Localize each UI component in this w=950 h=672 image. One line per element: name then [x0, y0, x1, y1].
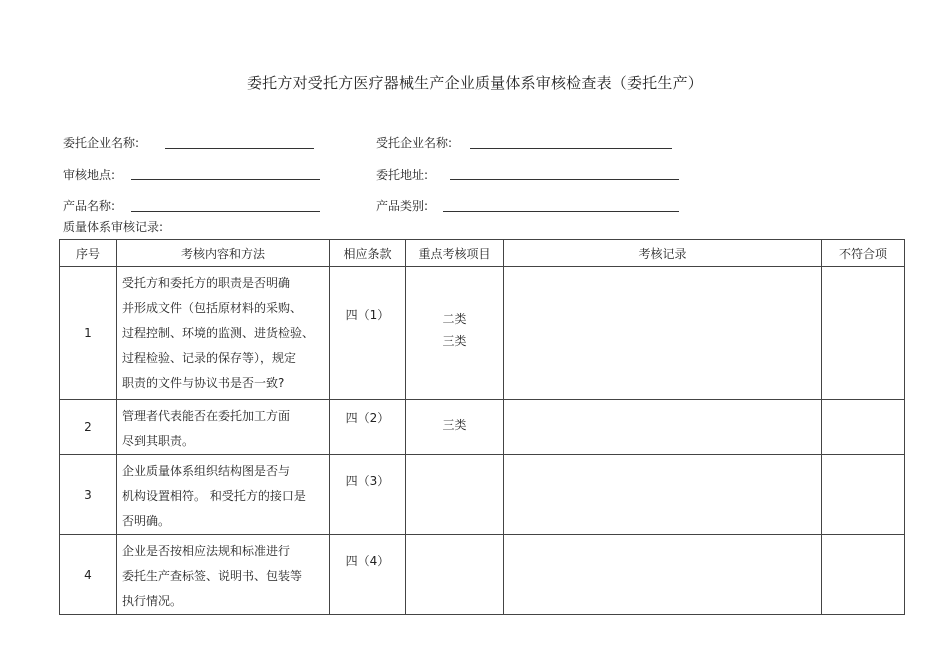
- row-content: [117, 400, 330, 455]
- content-line: 机构设置相符。 和受托方的接口是: [122, 489, 306, 503]
- content-line: 过程检验、记录的保存等），规定: [122, 351, 297, 365]
- row-key-items: [406, 400, 504, 455]
- client-address-label: 委托地址:: [376, 168, 429, 182]
- content-line: 企业是否按相应法规和标准进行: [122, 544, 291, 558]
- content-line: 企业质量体系组织结构图是否与: [122, 464, 291, 478]
- row-nonconformity[interactable]: [822, 267, 905, 400]
- table-header-row: [60, 240, 905, 267]
- row-key-items: [406, 535, 504, 615]
- document-title: 委托方对受托方医疗器械生产企业质量体系审核检查表（委托生产）: [246, 74, 703, 92]
- row-nonconformity[interactable]: [822, 400, 905, 455]
- table-row: [60, 535, 905, 615]
- row-seq: 1: [60, 267, 117, 400]
- content-line: 职责的文件与协议书是否一致?: [122, 376, 285, 390]
- key-item: 二类: [442, 312, 467, 326]
- client-company-label: 委托企业名称:: [63, 136, 140, 150]
- content-line: 执行情况。: [122, 594, 183, 608]
- header-record: 考核记录: [504, 240, 822, 267]
- product-name-label: 产品名称:: [63, 199, 116, 213]
- table-row: [60, 267, 905, 400]
- audit-location-blank[interactable]: [131, 179, 320, 180]
- contractor-company-label: 受托企业名称:: [376, 136, 453, 150]
- client-company-blank[interactable]: [165, 148, 314, 149]
- row-seq: 3: [60, 455, 117, 535]
- product-category-blank[interactable]: [443, 211, 679, 212]
- key-item: 三类: [442, 418, 467, 432]
- content-line: 尽到其职责。: [122, 434, 195, 448]
- header-seq: 序号: [60, 240, 117, 267]
- audit-record-label: 质量体系审核记录:: [63, 220, 164, 234]
- row-clause: 四（1）: [330, 267, 406, 400]
- content-line: 否明确。: [122, 514, 171, 528]
- header-key-items: 重点考核项目: [406, 240, 504, 267]
- audit-checklist-table: [59, 239, 905, 615]
- key-item: 三类: [442, 334, 467, 348]
- row-seq: 2: [60, 400, 117, 455]
- table-row: [60, 400, 905, 455]
- row-content: [117, 267, 330, 400]
- table-row: [60, 455, 905, 535]
- row-clause: 四（3）: [330, 455, 406, 535]
- row-clause: 四（2）: [330, 400, 406, 455]
- product-category-label: 产品类别:: [376, 199, 429, 213]
- content-line: 并形成文件（包括原材料的采购、: [122, 301, 303, 315]
- contractor-company-blank[interactable]: [470, 148, 672, 149]
- content-line: 受托方和委托方的职责是否明确: [122, 276, 291, 290]
- row-record[interactable]: [504, 455, 822, 535]
- row-content: [117, 535, 330, 615]
- row-record[interactable]: [504, 267, 822, 400]
- content-line: 委托生产查标签、说明书、包装等: [122, 569, 303, 583]
- row-record[interactable]: [504, 400, 822, 455]
- content-line: 管理者代表能否在委托加工方面: [122, 409, 291, 423]
- row-clause: 四（4）: [330, 535, 406, 615]
- row-record[interactable]: [504, 535, 822, 615]
- row-content: [117, 455, 330, 535]
- audit-location-label: 审核地点:: [63, 168, 116, 182]
- content-line: 过程控制、环境的监测、进货检验、: [122, 326, 315, 340]
- row-nonconformity[interactable]: [822, 535, 905, 615]
- row-nonconformity[interactable]: [822, 455, 905, 535]
- row-seq: 4: [60, 535, 117, 615]
- header-clause: 相应条款: [330, 240, 406, 267]
- product-name-blank[interactable]: [131, 211, 320, 212]
- header-nonconformity: 不符合项: [822, 240, 905, 267]
- row-key-items: [406, 455, 504, 535]
- client-address-blank[interactable]: [450, 179, 679, 180]
- row-key-items: [406, 267, 504, 400]
- header-content: 考核内容和方法: [117, 240, 330, 267]
